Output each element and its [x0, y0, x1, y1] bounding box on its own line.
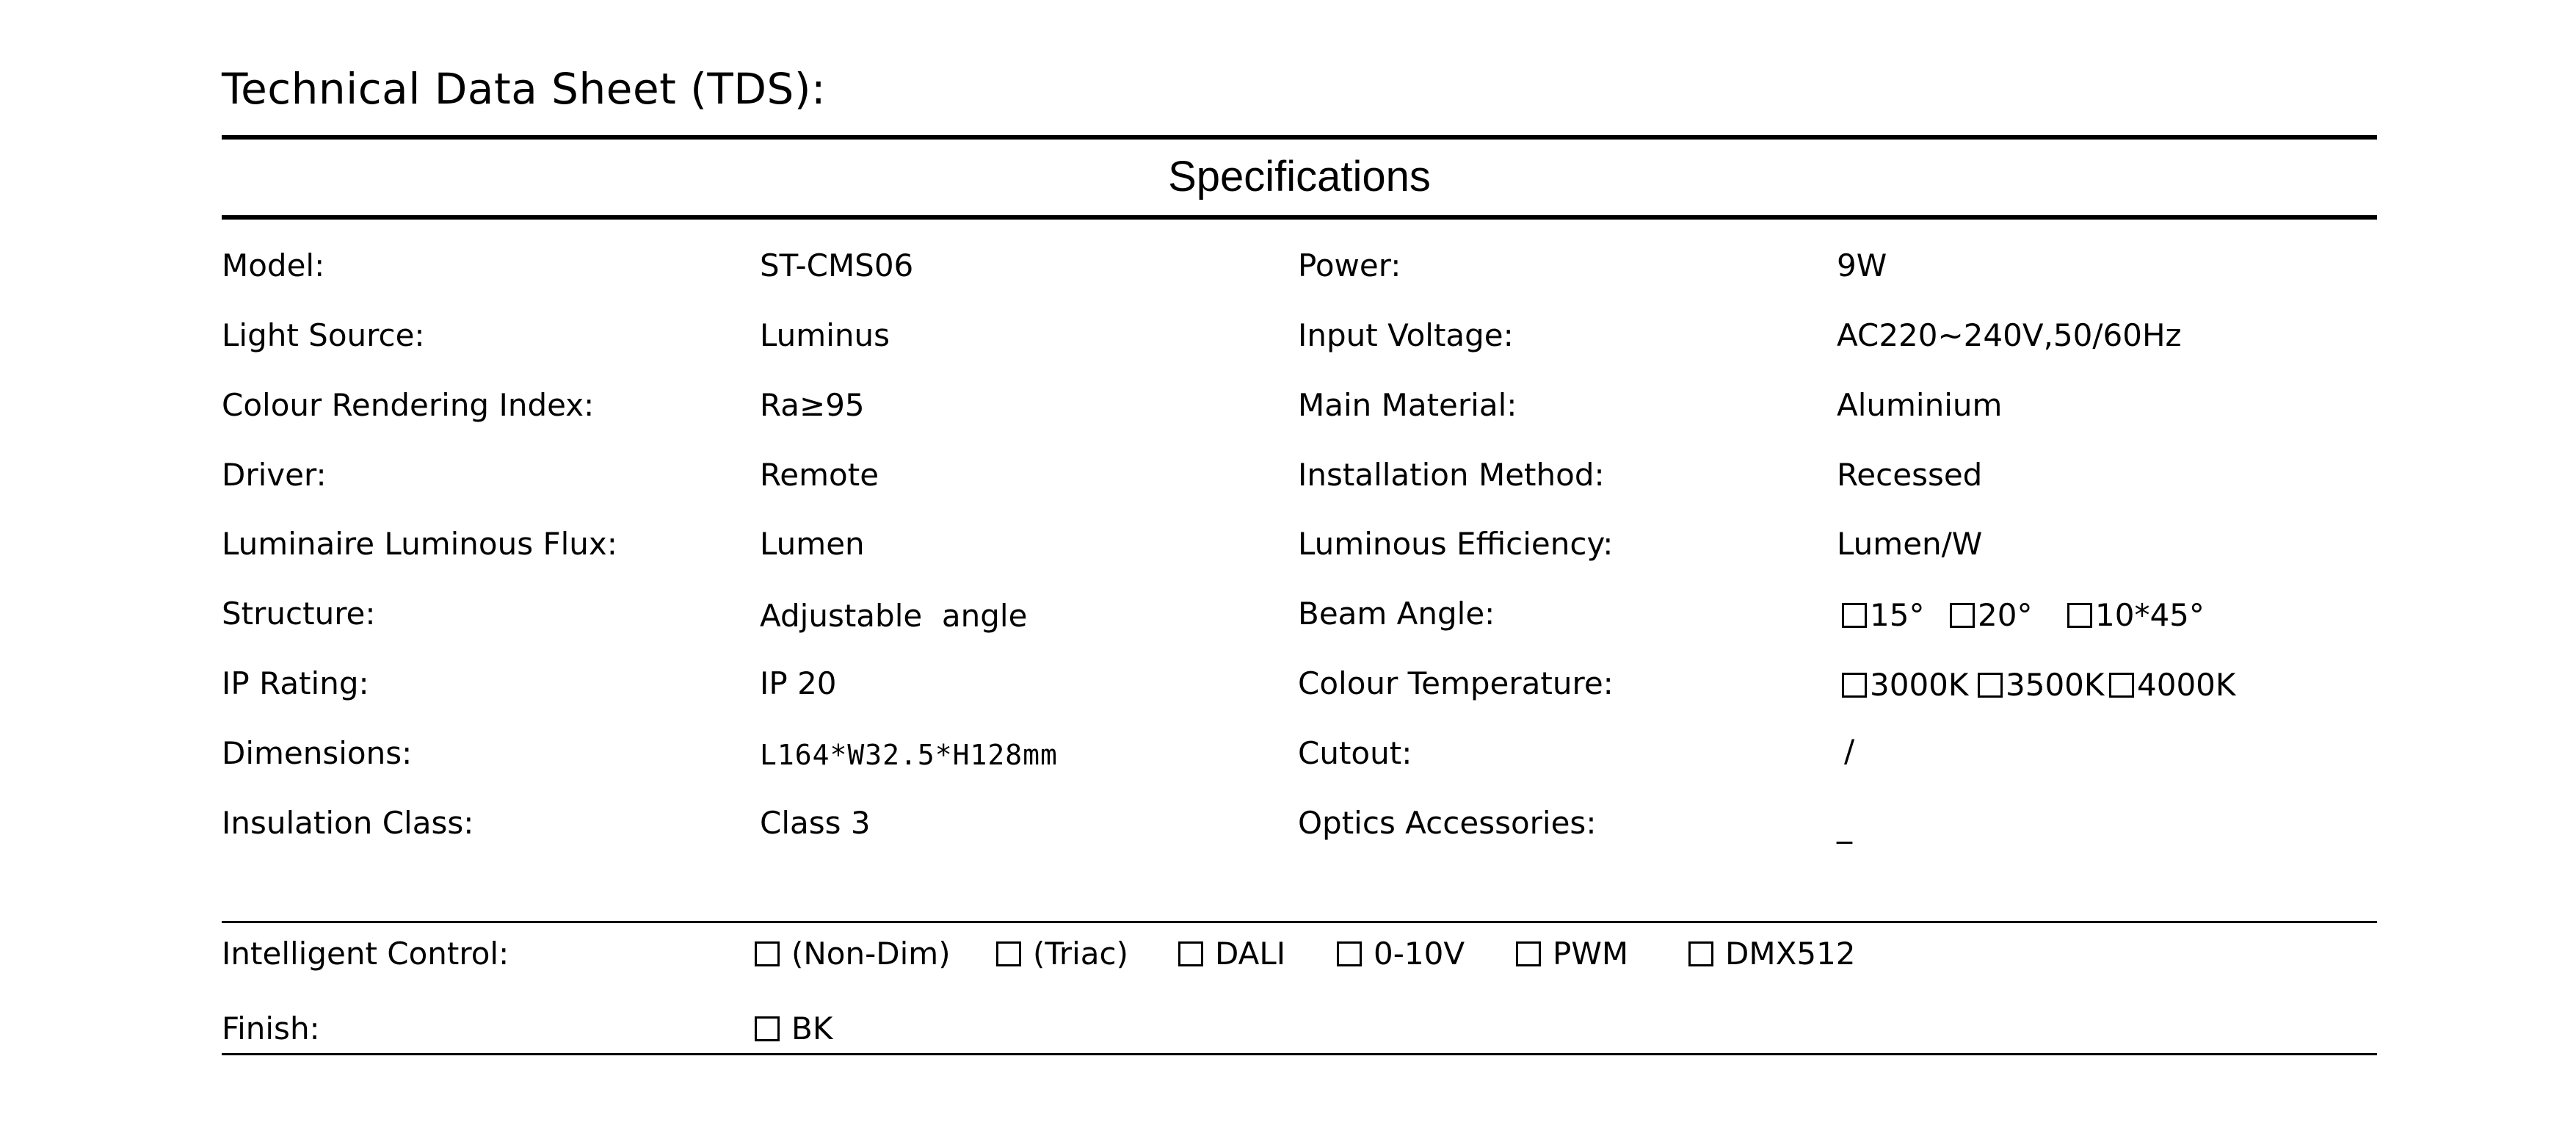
spec-value: Ra≥95	[760, 387, 865, 423]
checkbox-icon[interactable]	[1842, 673, 1867, 698]
spec-value: Aluminium	[1837, 387, 2003, 423]
control-option-dali[interactable]: DALI	[1178, 936, 1285, 972]
heading-divider	[222, 215, 2377, 220]
checkbox-icon[interactable]	[1516, 941, 1541, 966]
spec-value: Lumen	[760, 526, 865, 562]
checkbox-icon[interactable]	[755, 1016, 780, 1041]
checkbox-icon[interactable]	[1178, 941, 1203, 966]
colour-temperature-option[interactable]: 4000K	[2109, 667, 2235, 704]
control-option-triac[interactable]: (Triac)	[996, 936, 1128, 972]
checkbox-icon[interactable]	[996, 941, 1021, 966]
spec-label: Colour Rendering Index:	[222, 387, 595, 423]
spec-value: L164*W32.5*H128mm	[760, 739, 1058, 771]
spec-value: Luminus	[760, 317, 890, 353]
beam-angle-option[interactable]: 20°	[1950, 597, 2032, 634]
checkbox-icon[interactable]	[755, 941, 780, 966]
section-heading: Specifications	[1168, 153, 1431, 200]
spec-label: IP Rating:	[222, 665, 369, 701]
finish-label: Finish:	[222, 1010, 320, 1046]
spec-value: 9W	[1837, 247, 1887, 283]
spec-label: Insulation Class:	[222, 805, 474, 841]
control-option-dmx512[interactable]: DMX512	[1688, 936, 1856, 972]
colour-temperature-option[interactable]: 3000K	[1842, 667, 1968, 704]
spec-label: Light Source:	[222, 317, 425, 353]
spec-value: _	[1837, 808, 1852, 844]
spec-value: Adjustable angle	[760, 598, 1028, 634]
spec-value: Recessed	[1837, 457, 1983, 493]
spec-label: Installation Method:	[1298, 457, 1605, 493]
spec-label: Input Voltage:	[1298, 317, 1514, 353]
spec-label: Cutout:	[1298, 735, 1412, 771]
spec-label: Model:	[222, 247, 325, 283]
spec-label: Luminous Efficiency:	[1298, 526, 1614, 562]
colour-temperature-option[interactable]: 3500K	[1978, 667, 2104, 704]
spec-value: Class 3	[760, 805, 871, 841]
beam-angle-option[interactable]: 10*45°	[2067, 597, 2205, 634]
spec-label: Power:	[1298, 247, 1401, 283]
spec-value: ST-CMS06	[760, 247, 914, 283]
control-option-0-10v[interactable]: 0-10V	[1337, 936, 1465, 972]
checkbox-icon[interactable]	[2067, 603, 2092, 628]
spec-label: Main Material:	[1298, 387, 1517, 423]
spec-label: Driver:	[222, 457, 327, 493]
checkbox-icon[interactable]	[1688, 941, 1713, 966]
checkbox-icon[interactable]	[1337, 941, 1362, 966]
spec-label: Structure:	[222, 596, 376, 632]
spec-label: Dimensions:	[222, 735, 413, 771]
checkbox-icon[interactable]	[1950, 603, 1975, 628]
spec-label: Optics Accessories:	[1298, 805, 1597, 841]
intelligent-control-label: Intelligent Control:	[222, 936, 509, 972]
bottom-divider	[222, 1053, 2377, 1055]
spec-value: Lumen/W	[1837, 526, 1983, 562]
spec-label: Colour Temperature:	[1298, 665, 1614, 701]
spec-value: IP 20	[760, 665, 837, 701]
beam-angle-option[interactable]: 15°	[1842, 597, 1924, 634]
page-title: Technical Data Sheet (TDS):	[222, 64, 827, 114]
controls-divider	[222, 921, 2377, 923]
checkbox-icon[interactable]	[1978, 673, 2003, 698]
checkbox-icon[interactable]	[2109, 673, 2134, 698]
spec-value: AC220~240V,50/60Hz	[1837, 317, 2182, 353]
spec-value: /	[1844, 733, 1855, 769]
spec-value: Remote	[760, 457, 879, 493]
spec-label: Luminaire Luminous Flux:	[222, 526, 617, 562]
control-option-pwm[interactable]: PWM	[1516, 936, 1628, 972]
checkbox-icon[interactable]	[1842, 603, 1867, 628]
top-divider	[222, 135, 2377, 140]
finish-option-bk[interactable]: BK	[755, 1010, 832, 1047]
spec-label: Beam Angle:	[1298, 596, 1495, 632]
control-option-non-dim[interactable]: (Non-Dim)	[755, 936, 951, 972]
